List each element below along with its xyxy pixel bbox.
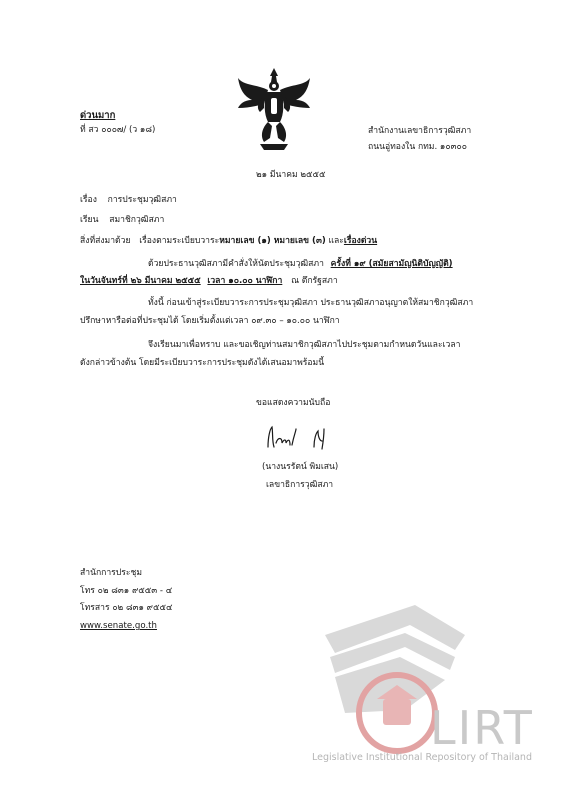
reference-number: ที่ สว ๐๐๐๗/ (ว ๑๘) bbox=[80, 125, 156, 135]
urgent-label: ด่วนมาก bbox=[80, 110, 116, 121]
office-name: สำนักงานเลขาธิการวุฒิสภา bbox=[368, 126, 472, 136]
document-date: ๒๑ มีนาคม ๒๕๕๕ bbox=[256, 170, 326, 180]
recipient-line bbox=[80, 215, 164, 226]
p1-session: ครั้งที่ ๑๙ (สมัยสามัญนิติบัญญัติ) bbox=[330, 259, 453, 269]
footer-department: สำนักการประชุม bbox=[80, 568, 142, 578]
subject-line bbox=[80, 195, 177, 206]
p1-text: ด้วยประธานวุฒิสภามีคำสั่งให้นัดประชุมวุฒิสภา bbox=[148, 259, 324, 269]
paragraph-2-line-2: ปรึกษาหารือต่อที่ประชุมได้ โดยเริ่มตั้งแต่เวลา ๐๙.๓๐ – ๑๐.๐๐ นาฬิกา bbox=[80, 316, 340, 326]
footer-fax: โทรสาร ๐๒ ๘๓๑ ๙๕๕๔ bbox=[80, 603, 173, 613]
office-address: ถนนอู่ทองใน กทม. ๑๐๓๐๐ bbox=[368, 142, 468, 152]
footer-phone: โทร ๐๒ ๘๓๑ ๙๕๕๓ - ๔ bbox=[80, 586, 173, 596]
watermark-caption: Legislative Institutional Repository of Thailand bbox=[312, 752, 532, 763]
enclosure-urgent: เรื่องด่วน bbox=[343, 236, 378, 246]
enclosure-and: และ bbox=[328, 236, 344, 246]
enclosure-normal: เรื่องตามระเบียบวาระ bbox=[139, 236, 220, 246]
watermark-logo-text: LIRT bbox=[430, 701, 534, 755]
paragraph-2-line-1: ทั้งนี้ ก่อนเข้าสู่ระเบียบวาระการประชุมวุฒิสภา ประธานวุฒิสภาอนุญาตให้สมาชิกวุฒิสภา bbox=[148, 298, 474, 308]
subject-value: การประชุมวุฒิสภา bbox=[107, 195, 177, 205]
garuda-emblem-icon bbox=[234, 64, 314, 152]
signer-name: (นางนรรัตน์ พิมเสน) bbox=[262, 462, 339, 472]
subject-label: เรื่อง bbox=[80, 195, 97, 205]
closing-salutation: ขอแสดงความนับถือ bbox=[256, 398, 331, 408]
p1-place: ณ ตึกรัฐสภา bbox=[291, 276, 338, 286]
recipient-label: เรียน bbox=[80, 215, 99, 225]
p1-date: ในวันจันทร์ที่ ๒๖ มีนาคม ๒๕๕๕ bbox=[80, 276, 201, 286]
p1-time: เวลา ๑๐.๐๐ นาฬิกา bbox=[207, 276, 283, 286]
footer-website-link[interactable]: www.senate.go.th bbox=[80, 621, 158, 631]
recipient-value: สมาชิกวุฒิสภา bbox=[109, 215, 165, 225]
paragraph-1-line-2 bbox=[80, 276, 338, 287]
paragraph-3-line-2: ดังกล่าวข้างต้น โดยมีระเบียบวาระการประชุมดังได้เสนอมาพร้อมนี้ bbox=[80, 358, 325, 368]
enclosure-label: สิ่งที่ส่งมาด้วย bbox=[80, 236, 131, 246]
signer-title: เลขาธิการวุฒิสภา bbox=[266, 480, 334, 490]
paragraph-1-line-1 bbox=[148, 259, 453, 270]
enclosure-numbers: หมายเลข (๑) หมายเลข (๓) bbox=[219, 236, 326, 246]
handwritten-signature bbox=[262, 423, 342, 453]
paragraph-3-line-1: จึงเรียนมาเพื่อทราบ และขอเชิญท่านสมาชิกวุฒิสภาไปประชุมตามกำหนดวันและเวลา bbox=[148, 340, 461, 350]
enclosure-line bbox=[80, 236, 377, 247]
